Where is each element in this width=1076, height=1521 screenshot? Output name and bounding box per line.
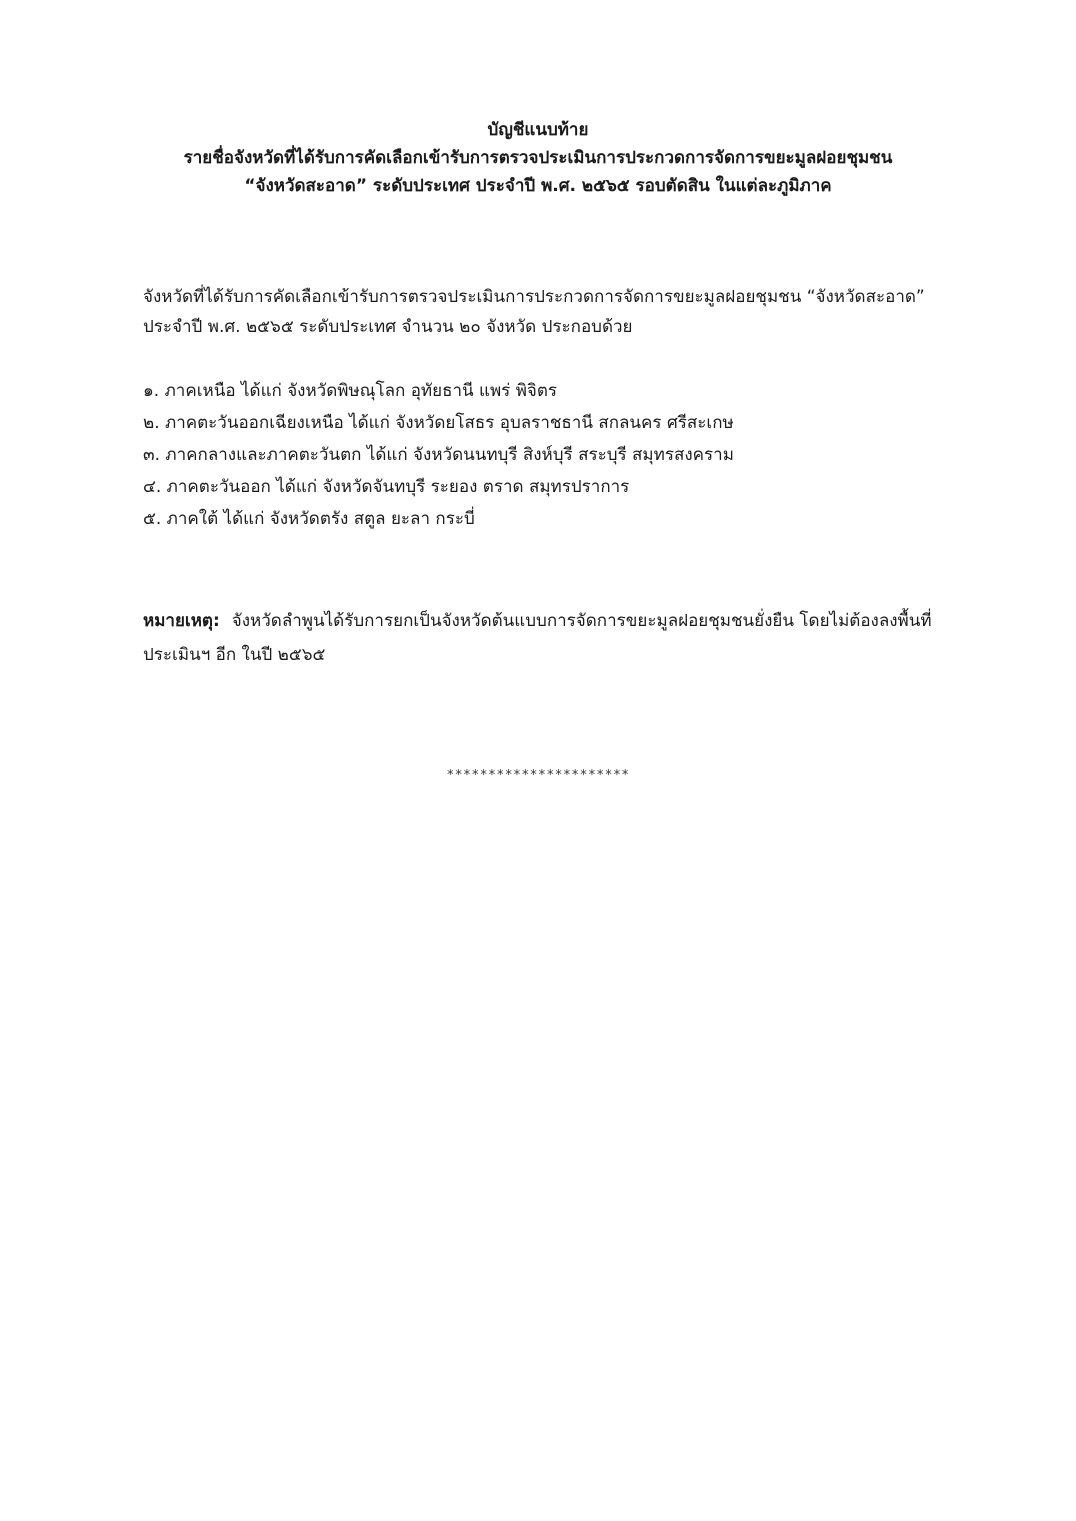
note-paragraph	[143, 604, 978, 672]
region-list	[143, 375, 978, 535]
region-item-northeast: ๒. ภาคตะวันออกเฉียงเหนือ ได้แก่ จังหวัดยโสธร อุบลราชธานี สกลนคร ศรีสะเกษ	[143, 413, 734, 433]
end-separator: **********************	[446, 768, 630, 783]
document-title	[0, 116, 1076, 200]
note-label: หมายเหตุ:	[143, 611, 220, 631]
note-text-1: จังหวัดลำพูนได้รับการยกเป็นจังหวัดต้นแบบการจัดการขยะมูลฝอยชุมชนยั่งยืน โดยไม่ต้องลงพื้นที่	[231, 611, 932, 631]
region-item-east: ๔. ภาคตะวันออก ได้แก่ จังหวัดจันทบุรี ระยอง ตราด สมุทรปราการ	[143, 477, 630, 497]
region-item-central-west: ๓. ภาคกลางและภาคตะวันตก ได้แก่ จังหวัดนนทบุรี สิงห์บุรี สระบุรี สมุทรสงคราม	[143, 445, 734, 465]
title-line-2: รายชื่อจังหวัดที่ได้รับการคัดเลือกเข้ารับการตรวจประเมินการประกวดการจัดการขยะมูลฝอยชุมชน	[183, 148, 893, 168]
intro-line-1: จังหวัดที่ได้รับการคัดเลือกเข้ารับการตรวจประเมินการประกวดการจัดการขยะมูลฝอยชุมชน “จังหวัดสะอาด”	[143, 287, 925, 307]
title-line-1: บัญชีแนบท้าย	[487, 120, 589, 140]
note-line-1	[143, 604, 978, 638]
region-item-north: ๑. ภาคเหนือ ได้แก่ จังหวัดพิษณุโลก อุทัยธานี แพร่ พิจิตร	[143, 381, 558, 401]
intro-paragraph	[143, 282, 978, 342]
note-line-2: ประเมินฯ อีก ในปี ๒๕๖๕	[143, 645, 326, 665]
title-line-3: “จังหวัดสะอาด” ระดับประเทศ ประจำปี พ.ศ. ๒๕๖๕ รอบตัดสิน ในแต่ละภูมิภาค	[244, 176, 832, 196]
region-item-south: ๕. ภาคใต้ ได้แก่ จังหวัดตรัง สตูล ยะลา กระบี่	[143, 509, 475, 529]
intro-line-2: ประจำปี พ.ศ. ๒๕๖๕ ระดับประเทศ จำนวน ๒๐ จังหวัด ประกอบด้วย	[143, 317, 633, 337]
